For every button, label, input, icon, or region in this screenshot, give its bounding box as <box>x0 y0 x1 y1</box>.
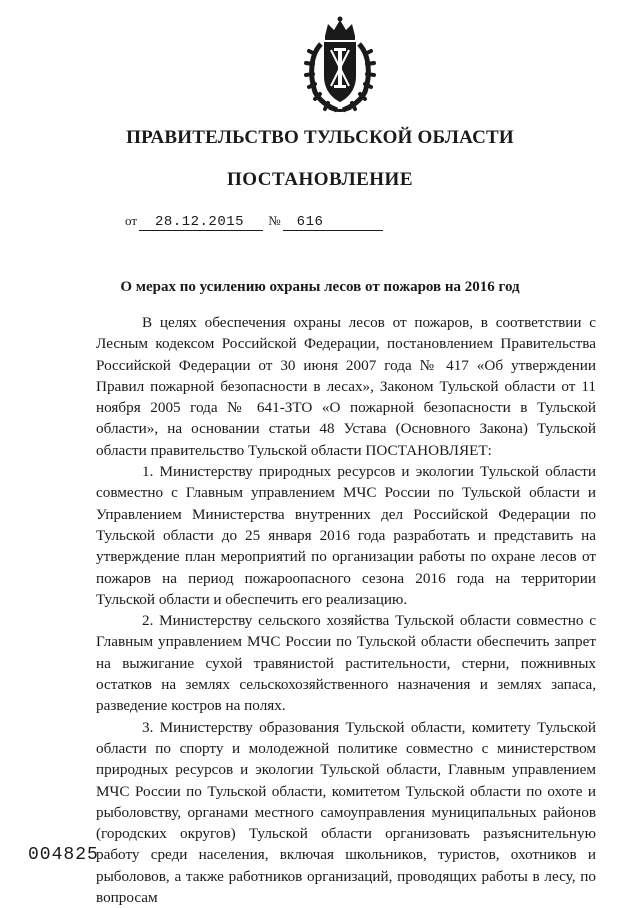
page-stamp-number: 004825 <box>28 845 99 865</box>
document-subject: О мерах по усилению охраны лесов от пожаров на 2016 год <box>120 279 520 295</box>
registration-line <box>123 213 383 231</box>
document-date: 28.12.2015 <box>139 215 263 231</box>
body-paragraph-3: 3. Министерству образования Тульской области, комитету Тульской области по спорту и молодежной политике совместно с министерством природных ресурсов и экологии Тульской области, Главным управлением МЧС России по Тульской области, комитетом Тульской области по охоте и рыболовству, органами местного самоуправления муниципальных районов (городских округов) Тульской области организовать разъяснительную работу среди населения, включая школьников, туристов, охотников и рыболовов, а также работников организаций, проводящих работы в лесу, по вопросам <box>96 718 596 907</box>
body-paragraph-preamble: В целях обеспечения охраны лесов от пожаров, в соответствии с Лесным кодексом Российской Федерации, постановлением Правительства Российской Федерации от 30 июня 2007 года № 417 «Об утверждении Правил пожарной безопасности в лесах», Законом Тульской области от 11 ноября 2005 года № 641-ЗТО «О пожарной безопасности в Тульской области», на основании статьи 48 Устава (Основного Закона) Тульской области правительство Тульской области ПОСТАНОВЛЯЕТ: <box>96 314 596 459</box>
document-body <box>96 312 596 908</box>
date-prefix: от <box>125 213 138 228</box>
number-prefix: № <box>268 213 281 228</box>
body-paragraph-2: 2. Министерству сельского хозяйства Тульской области совместно с Главным управлением МЧС России по Тульской области обеспечить запрет на выжигание сухой травянистой растительности, стерни, пожнивных остатков на землях сельскохозяйственного назначения и землях запаса, разведение костров на полях. <box>96 612 596 715</box>
document-type-heading: ПОСТАНОВЛЕНИЕ <box>226 169 414 190</box>
body-paragraph-1: 1. Министерству природных ресурсов и экологии Тульской области совместно с Главным управлением МЧС России по Тульской области и Управлением Министерства внутренних дел Российской Федерации по Тульской области до 25 января 2016 года разработать и представить на утверждение план мероприятий по организации работы по охране лесов от пожаров на период пожароопасного сезона 2016 года на территории Тульской области и обеспечить его реализацию. <box>96 463 596 608</box>
government-title: ПРАВИТЕЛЬСТВО ТУЛЬСКОЙ ОБЛАСТИ <box>126 127 514 148</box>
coat-of-arms-icon <box>301 14 379 114</box>
document-number: 616 <box>283 215 383 231</box>
